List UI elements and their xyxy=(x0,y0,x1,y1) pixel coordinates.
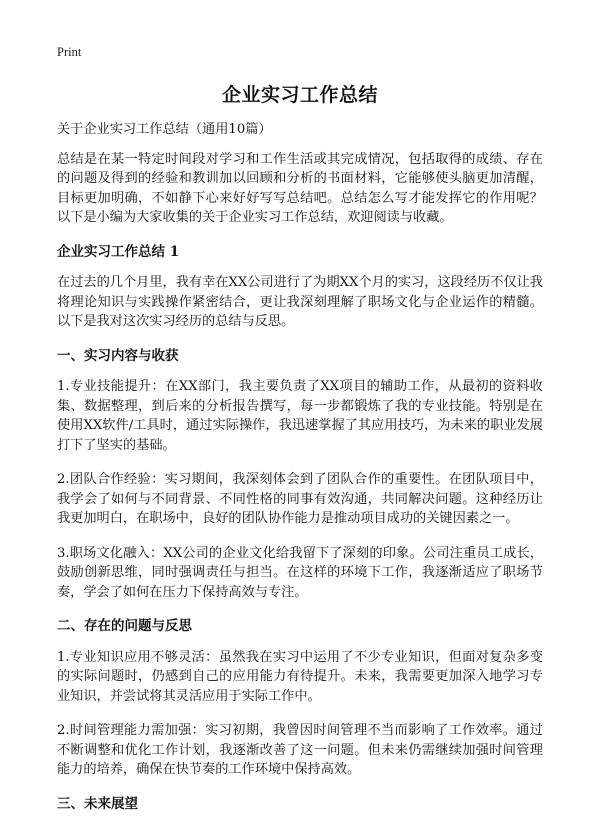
section-heading-2: 二、存在的问题与反思 xyxy=(57,618,192,634)
section2-paragraph-2: 2.时间管理能力需加强：实习初期，我曾因时间管理不当而影响了工作效率。通过不断调整和优化工作计划，我逐渐改善了这一问题。但未来仍需继续加强时间管理能力的培养，确保在快节奏的工作环境中保持高效。 xyxy=(57,723,543,777)
article-intro-paragraph: 在过去的几个月里，我有幸在XX公司进行了为期XX个月的实习，这段经历不仅让我将理论知识与实践操作紧密结合，更让我深刻理解了职场文化与企业运作的精髓。以下是我对这次实习经历的总结与反思。 xyxy=(57,275,543,329)
section1-paragraph-2: 2.团队合作经验：实习期间，我深刻体会到了团队合作的重要性。在团队项目中，我学会了如何与不同背景、不同性格的同事有效沟通，共同解决问题。这种经历让我更加明白，在职场中，良好的团队协作能力是推动项目成功的关键因素之一。 xyxy=(57,472,543,526)
section2-paragraph-1: 1.专业知识应用不够灵活：虽然我在实习中运用了不少专业知识，但面对复杂多变的实际问题时，仍感到自己的应用能力有待提升。未来，我需要更加深入地学习专业知识，并尝试将其灵活应用于实际工作中。 xyxy=(57,649,543,704)
section1-paragraph-1: 1.专业技能提升：在XX部门，我主要负责了XX项目的辅助工作，从最初的资料收集、数据整理，到后来的分析报告撰写，每一步都锻炼了我的专业技能。特别是在使用XX软件/工具时，通过实际操作，我迅速掌握了其应用技巧，为未来的职业发展打下了坚实的基础。 xyxy=(57,379,543,453)
section-heading-3: 三、未来展望 xyxy=(57,795,138,812)
section1-paragraph-3: 3.职场文化融入：XX公司的企业文化给我留下了深刻的印象。公司注重员工成长，鼓励创新思维，同时强调责任与担当。在这样的环境下工作，我逐渐适应了职场节奏，学会了如何在压力下保持高效与专注。 xyxy=(57,545,543,600)
intro-paragraph: 总结是在某一特定时间段对学习和工作生活或其完成情况，包括取得的成绩、存在的问题及得到的经验和教训加以回顾和分析的书面材料，它能够使头脑更加清醒，目标更加明确，不如静下心来好好写写总结吧。总结怎么写才能发挥它的作用呢？以下是小编为大家收集的关于企业实习工作总结，欢迎阅读与收藏。 xyxy=(57,151,543,225)
page-title: 企业实习工作总结 xyxy=(221,84,378,106)
article-heading: 企业实习工作总结 1 xyxy=(57,243,180,260)
document-subtitle: 关于企业实习工作总结（通用10篇） xyxy=(57,122,272,137)
print-link[interactable]: Print xyxy=(57,45,82,59)
section-heading-1: 一、实习内容与收获 xyxy=(57,347,179,364)
document-body xyxy=(57,120,543,825)
